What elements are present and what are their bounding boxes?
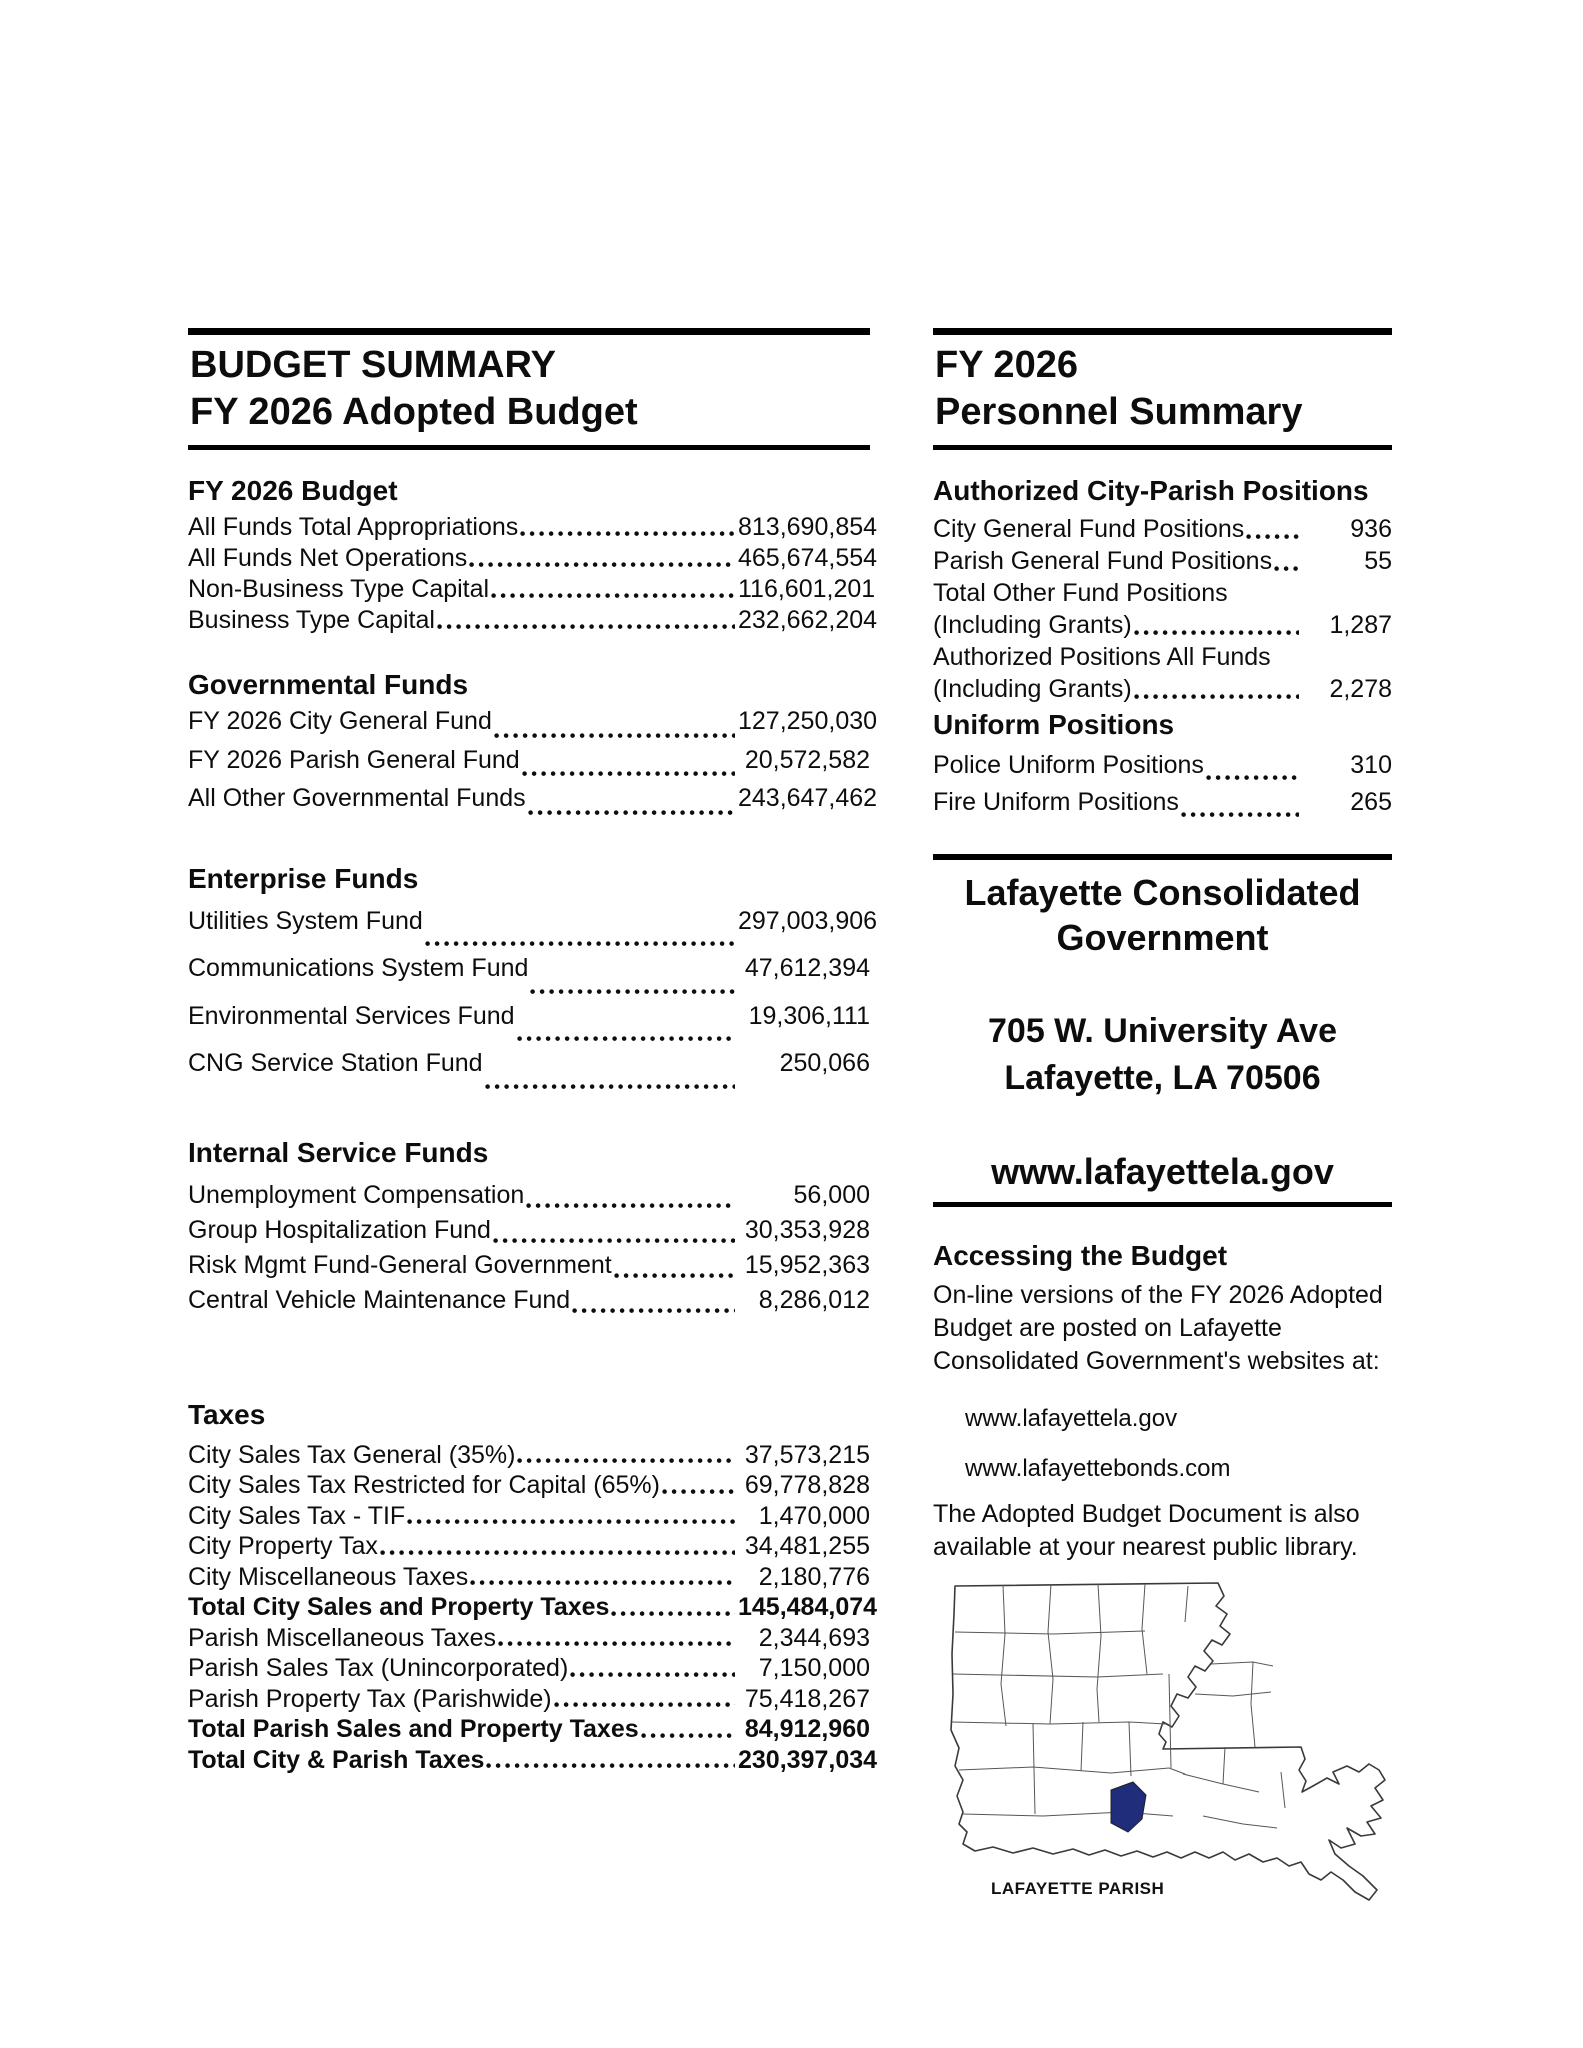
line-item	[188, 783, 878, 822]
personnel-summary-column	[933, 328, 1392, 1926]
line-item-value: 1,470,000	[758, 1501, 870, 1530]
line-item	[188, 1048, 870, 1096]
line-item-value: 2,344,693	[758, 1623, 870, 1652]
section-fy2026-budget	[188, 474, 878, 636]
line-item-value: 15,952,363	[744, 1250, 870, 1279]
line-item	[188, 745, 870, 784]
line-item-label: Parish General Fund Positions	[933, 547, 1273, 575]
line-item-label: Central Vehicle Maintenance Fund	[188, 1285, 571, 1314]
org-website: www.lafayettela.gov	[933, 1152, 1392, 1207]
line-item	[188, 906, 878, 954]
line-item	[188, 1745, 878, 1776]
dot-leader	[498, 1623, 735, 1654]
section-title: Taxes	[188, 1398, 266, 1430]
section-title: Accessing the Budget	[933, 1240, 1228, 1271]
line-item	[933, 514, 1392, 546]
louisiana-parish-map	[933, 1574, 1392, 1926]
budget-summary-column	[188, 328, 878, 1775]
dot-leader	[570, 1653, 735, 1684]
line-item-value: 127,250,030	[738, 707, 878, 735]
line-item-value: 30,353,928	[744, 1215, 870, 1244]
website-link-lafayettebonds: www.lafayettebonds.com	[965, 1455, 1231, 1482]
org-name-line-1: Lafayette Consolidated	[964, 872, 1361, 913]
dot-leader	[554, 1684, 735, 1715]
line-item	[933, 674, 1392, 706]
line-item-value: 56,000	[793, 1180, 870, 1209]
line-item	[188, 574, 876, 605]
address-line-2: Lafayette, LA 70506	[1004, 1059, 1321, 1097]
organization-address	[933, 1008, 1392, 1102]
line-item-label: Parish Miscellaneous Taxes	[188, 1623, 497, 1652]
line-item	[933, 642, 1392, 674]
section-authorized-positions	[933, 474, 1392, 706]
dot-leader	[611, 1592, 735, 1623]
line-item-value: 297,003,906	[738, 906, 878, 935]
masthead-line-1: FY 2026	[935, 344, 1078, 386]
section-governmental-funds	[188, 668, 878, 822]
line-item-value: 2,278	[1329, 675, 1392, 703]
dot-leader	[528, 783, 735, 822]
line-item	[933, 578, 1392, 610]
line-item-label: Group Hospitalization Fund	[188, 1215, 491, 1244]
line-item	[933, 787, 1392, 824]
line-item-list	[188, 706, 878, 822]
org-name-line-2: Government	[1056, 917, 1269, 958]
dot-leader	[1246, 514, 1299, 546]
line-item-value: 232,662,204	[738, 606, 878, 634]
line-item	[188, 1470, 870, 1501]
line-item-value: 813,690,854	[738, 513, 878, 541]
dot-leader	[1134, 610, 1299, 642]
line-item-label: Police Uniform Positions	[933, 751, 1204, 779]
line-item-label: Parish Sales Tax (Unincorporated)	[188, 1654, 569, 1682]
dot-leader	[493, 1215, 735, 1250]
line-item-label: Risk Mgmt Fund-General Government	[188, 1250, 612, 1279]
dot-leader	[380, 1531, 735, 1562]
horizontal-rule	[933, 854, 1392, 860]
line-item	[188, 1001, 870, 1049]
section-accessing-the-budget	[933, 1239, 1392, 1564]
line-item	[188, 1531, 870, 1562]
masthead-line-2: FY 2026 Adopted Budget	[190, 391, 638, 433]
line-item-label: Total Parish Sales and Property Taxes	[188, 1715, 639, 1743]
line-item-label: Non-Business Type Capital	[188, 575, 490, 603]
line-item-value: 37,573,215	[744, 1440, 870, 1469]
dot-leader	[522, 745, 735, 784]
line-item	[188, 1250, 870, 1285]
line-item-label: Parish Property Tax (Parishwide)	[188, 1684, 552, 1713]
line-item-label: Fire Uniform Positions	[933, 788, 1179, 816]
dot-leader	[662, 1470, 735, 1501]
line-item-label: Total Other Fund Positions	[933, 579, 1228, 607]
line-item-label: Unemployment Compensation	[188, 1180, 525, 1209]
dot-leader	[486, 1745, 735, 1776]
line-item-label: Total City & Parish Taxes	[188, 1745, 485, 1774]
line-item	[188, 1653, 870, 1684]
dot-leader	[526, 1180, 735, 1215]
line-item-label: Total City Sales and Property Taxes	[188, 1593, 610, 1621]
library-paragraph: The Adopted Budget Document is also available at your nearest public library.	[933, 1500, 1360, 1561]
accessing-paragraph: On-line versions of the FY 2026 Adopted Budget are posted on Lafayette Consolidated Government's websites at:	[933, 1281, 1383, 1375]
line-item-value: 84,912,960	[744, 1715, 870, 1743]
dot-leader	[1134, 674, 1299, 706]
dot-leader	[470, 1562, 735, 1593]
dot-leader	[572, 1285, 735, 1320]
dot-leader	[425, 906, 735, 954]
line-item	[188, 1501, 870, 1532]
personnel-summary-masthead	[933, 328, 1392, 450]
line-item-label: Environmental Services Fund	[188, 1001, 515, 1030]
section-title: Governmental Funds	[188, 669, 469, 700]
line-item-value: 19,306,111	[748, 1001, 870, 1030]
line-item-label: City Sales Tax - TIF	[188, 1501, 406, 1530]
line-item-label: FY 2026 Parish General Fund	[188, 745, 520, 774]
line-item-list	[188, 906, 878, 1096]
dot-leader	[494, 706, 735, 745]
line-item	[188, 1562, 870, 1593]
line-item-value: 75,418,267	[744, 1684, 870, 1713]
line-item	[188, 1714, 870, 1745]
line-item-label: City Miscellaneous Taxes	[188, 1562, 469, 1591]
line-item-list	[933, 750, 1392, 824]
dot-leader	[1206, 750, 1299, 787]
line-item	[188, 706, 878, 745]
line-item-list	[933, 514, 1392, 706]
dot-leader	[469, 543, 735, 574]
section-title: Enterprise Funds	[188, 862, 419, 894]
line-item-value: 145,484,074	[738, 1593, 878, 1621]
line-item-value: 69,778,828	[744, 1471, 870, 1499]
line-item-value: 250,066	[779, 1049, 870, 1077]
line-item	[188, 512, 878, 543]
line-item	[188, 605, 878, 636]
line-item-value: 34,481,255	[744, 1532, 870, 1560]
louisiana-map-svg	[933, 1574, 1392, 1926]
line-item	[188, 1684, 870, 1715]
dot-leader	[1181, 787, 1299, 824]
section-uniform-positions	[933, 708, 1392, 824]
section-title: Uniform Positions	[933, 709, 1175, 740]
line-item	[933, 610, 1392, 642]
line-item	[188, 953, 870, 1001]
line-item-label: All Funds Net Operations	[188, 544, 468, 572]
line-item-label: CNG Service Station Fund	[188, 1049, 483, 1077]
address-line-1: 705 W. University Ave	[988, 1012, 1337, 1050]
line-item-value: 55	[1364, 547, 1392, 575]
line-item-label: Business Type Capital	[188, 606, 435, 634]
line-item-label: City Sales Tax General (35%)	[188, 1440, 516, 1469]
line-item	[933, 750, 1392, 787]
line-item-list	[188, 1180, 870, 1320]
line-item-label: (Including Grants)	[933, 675, 1132, 703]
line-item	[188, 1592, 878, 1623]
dot-leader	[517, 1440, 735, 1471]
line-item-label: Utilities System Fund	[188, 906, 423, 935]
dot-leader	[437, 605, 735, 636]
masthead-line-1: BUDGET SUMMARY	[190, 344, 556, 386]
section-internal-service-funds	[188, 1136, 870, 1320]
line-item-label: All Funds Total Appropriations	[188, 513, 519, 541]
dot-leader	[641, 1714, 735, 1745]
section-title: FY 2026 Budget	[188, 475, 398, 506]
state-outline	[951, 1583, 1385, 1900]
line-item-value: 243,647,462	[738, 784, 878, 812]
dot-leader	[407, 1501, 735, 1532]
line-item-value: 20,572,582	[744, 745, 870, 774]
line-item	[188, 1623, 870, 1654]
line-item-value: 265	[1350, 788, 1392, 816]
line-item-value: 1,287	[1329, 611, 1392, 639]
line-item-value: 230,397,034	[738, 1745, 878, 1774]
line-item-value: 310	[1350, 751, 1392, 779]
dot-leader	[1274, 546, 1299, 578]
line-item-label: FY 2026 City General Fund	[188, 707, 492, 735]
dot-leader	[530, 953, 735, 1001]
organization-name	[933, 870, 1392, 960]
line-item-value: 116,601,201	[738, 575, 876, 603]
line-item	[188, 1215, 870, 1250]
line-item	[188, 1180, 870, 1215]
line-item	[933, 546, 1392, 578]
line-item-value: 7,150,000	[758, 1654, 870, 1682]
line-item-value: 8,286,012	[758, 1285, 870, 1314]
line-item-list	[188, 512, 878, 636]
line-item-list	[188, 1440, 878, 1776]
section-title: Internal Service Funds	[188, 1136, 489, 1168]
masthead-line-2: Personnel Summary	[935, 391, 1303, 433]
line-item	[188, 1440, 870, 1471]
dot-leader	[517, 1001, 735, 1049]
section-enterprise-funds	[188, 862, 878, 1096]
line-item-label: (Including Grants)	[933, 611, 1132, 639]
line-item-value: 47,612,394	[744, 954, 870, 982]
dot-leader	[614, 1250, 735, 1285]
line-item-label: City General Fund Positions	[933, 515, 1245, 543]
line-item	[188, 1285, 870, 1320]
line-item-value: 936	[1350, 515, 1392, 543]
dot-leader	[485, 1048, 735, 1096]
budget-summary-masthead	[188, 328, 870, 450]
dot-leader	[520, 512, 735, 543]
dot-leader	[491, 574, 735, 605]
section-taxes	[188, 1398, 878, 1776]
line-item-label: All Other Governmental Funds	[188, 784, 526, 812]
section-title: Authorized City-Parish Positions	[933, 475, 1369, 506]
website-link-lafayettela: www.lafayettela.gov	[965, 1405, 1178, 1432]
line-item-label: Communications System Fund	[188, 954, 529, 982]
line-item-value: 465,674,554	[738, 544, 878, 572]
line-item-value: 2,180,776	[758, 1562, 870, 1591]
map-label: LAFAYETTE PARISH	[991, 1879, 1165, 1898]
line-item-label: City Sales Tax Restricted for Capital (65%)	[188, 1471, 660, 1499]
line-item-label: Authorized Positions All Funds	[933, 643, 1271, 671]
line-item	[188, 543, 878, 574]
line-item-label: City Property Tax	[188, 1532, 378, 1560]
